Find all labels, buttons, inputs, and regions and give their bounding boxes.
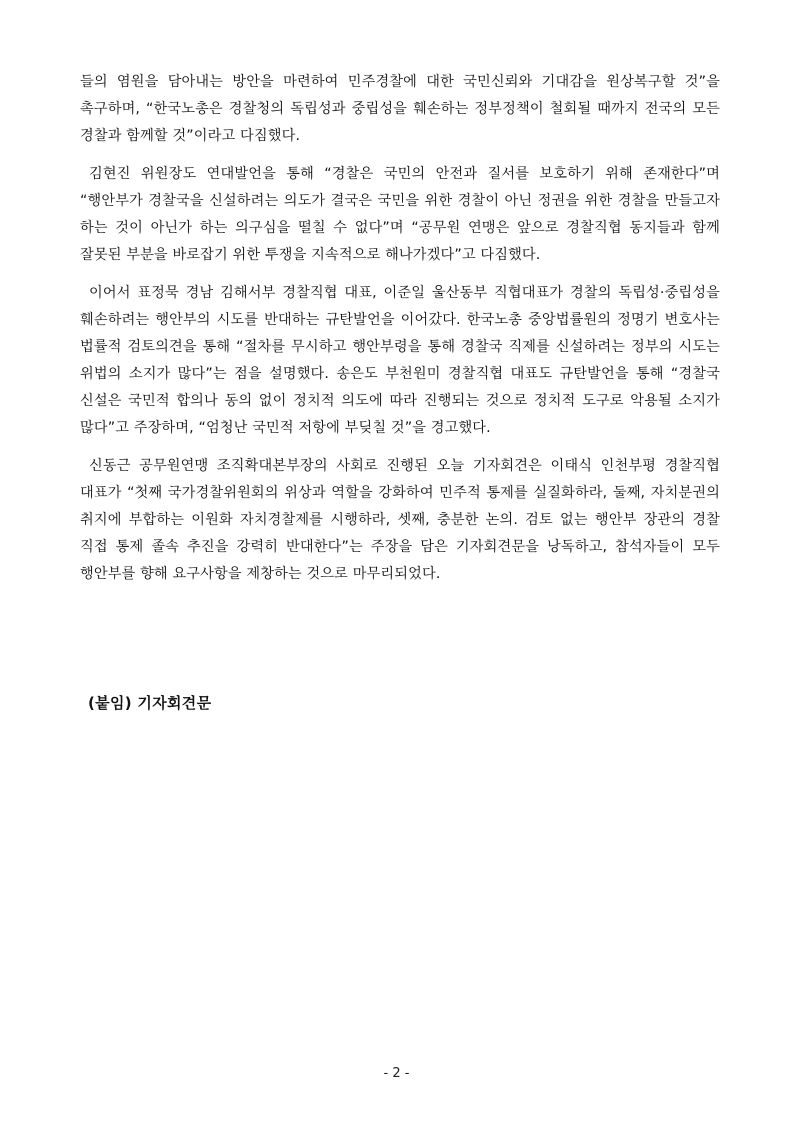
paragraph-3: 이어서 표정묵 경남 김해서부 경찰직협 대표, 이준일 울산동부 직협대표가 경찰의 독립성·중립성을 훼손하려는 행안부의 시도를 반대하는 규탄발언을 이어갔다. 한국노총 중앙법률원의 정명기 변호사는 법률적 검토의견을 통해 “절차를 무시하고 행안부령을 통해 경찰국 직제를 신설하려는 정부의 시도는 위법의 소지가 많다”는 점을 설명했다. 송은도 부천원미 경찰직협 대표도 규탄발언을 통해 “경찰국 신설은 국민적 합의나 동의 없이 정치적 의도에 따라 진행되는 것으로 정치적 도구로 악용될 소지가 많다”고 주장하며, “엄청난 국민적 저항에 부딪칠 것”을 경고했다. [80,285,720,436]
attachment-label: (붙임) 기자회견문 [88,694,212,712]
paragraph-1: 들의 염원을 담아내는 방안을 마련하여 민주경찰에 대한 국민신뢰와 기대감을 원상복구할 것”을 촉구하며, “한국노총은 경찰청의 독립성과 중립성을 훼손하는 정부정책이 철회될 때까지 전국의 모든 경찰과 함께할 것”이라고 다짐했다. [80,74,720,144]
paragraph-2: 김현진 위원장도 연대발언을 통해 “경찰은 국민의 안전과 질서를 보호하기 위해 존재한다”며 “행안부가 경찰국을 신설하려는 의도가 결국은 국민을 위한 경찰이 아닌 정권을 위한 경찰을 만들고자 하는 것이 아닌가 하는 의구심을 떨칠 수 없다”며 “공무원 연맹은 앞으로 경찰직협 동지들과 함께 잘못된 부분을 바로잡기 위한 투쟁을 지속적으로 해나가겠다”고 다짐했다. [80,166,720,263]
document-body [80,69,720,599]
page-number: - 2 - [383,1066,410,1081]
paragraph-4: 신동근 공무원연맹 조직확대본부장의 사회로 진행된 오늘 기자회견은 이태식 인천부평 경찰직협 대표가 “첫째 국가경찰위원회의 위상과 역할을 강화하여 민주적 통제를 실질화하라, 둘째, 자치분권의 취지에 부합하는 이원화 자치경찰제를 시행하라, 셋째, 충분한 논의. 검토 없는 행안부 장관의 경찰 직접 통제 졸속 추진을 강력히 반대한다”는 주장을 담은 기자회견문을 낭독하고, 참석자들이 모두 행안부를 향해 요구사항을 제창하는 것으로 마무리되었다. [80,458,720,582]
